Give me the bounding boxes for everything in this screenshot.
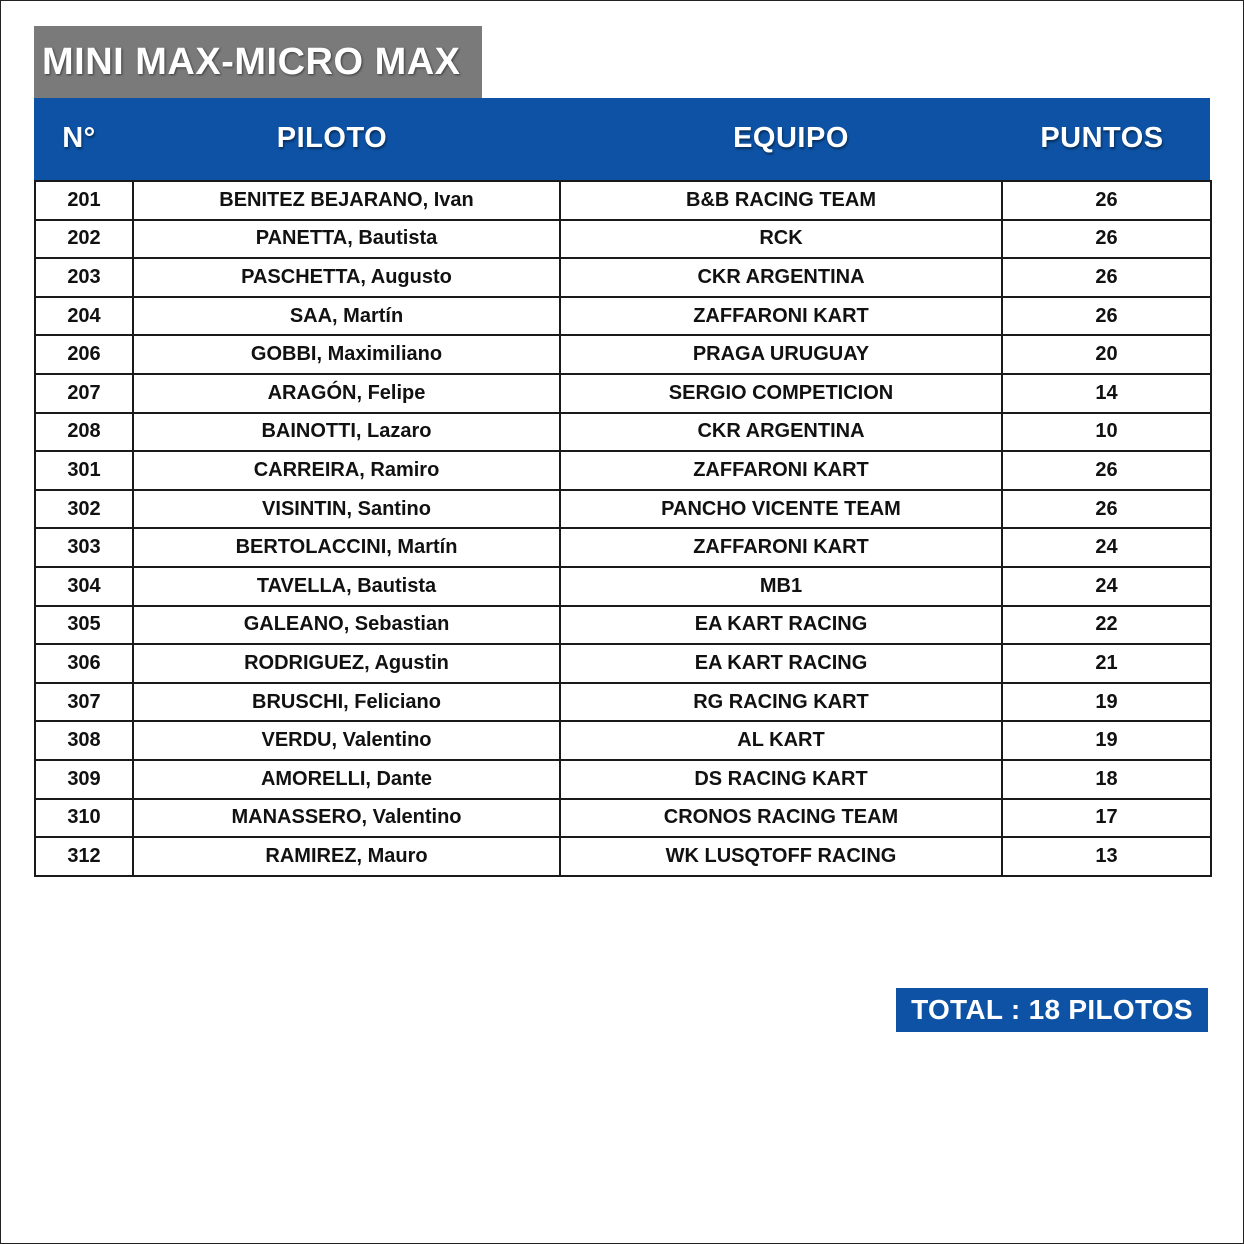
cell-pilot: CARREIRA, Ramiro — [133, 451, 560, 490]
cell-pilot: VISINTIN, Santino — [133, 490, 560, 529]
cell-team: ZAFFARONI KART — [560, 528, 1002, 567]
cell-pilot: GOBBI, Maximiliano — [133, 335, 560, 374]
cell-points: 22 — [1002, 606, 1211, 645]
table-row — [35, 451, 1211, 490]
cell-team: CKR ARGENTINA — [560, 413, 1002, 452]
cell-pilot: PANETTA, Bautista — [133, 220, 560, 259]
cell-points: 18 — [1002, 760, 1211, 799]
header-team: EQUIPO — [733, 122, 849, 154]
table-row — [35, 258, 1211, 297]
header-points: PUNTOS — [1040, 122, 1164, 154]
cell-number: 202 — [35, 220, 133, 259]
cell-pilot: BERTOLACCINI, Martín — [133, 528, 560, 567]
total-pilots-badge: TOTAL : 18 PILOTOS — [896, 988, 1208, 1032]
table-row — [35, 644, 1211, 683]
cell-points: 26 — [1002, 258, 1211, 297]
cell-number: 208 — [35, 413, 133, 452]
cell-pilot: RAMIREZ, Mauro — [133, 837, 560, 876]
cell-team: ZAFFARONI KART — [560, 451, 1002, 490]
table-row — [35, 721, 1211, 760]
cell-number: 204 — [35, 297, 133, 336]
cell-team: SERGIO COMPETICION — [560, 374, 1002, 413]
results-table — [34, 180, 1212, 877]
cell-number: 305 — [35, 606, 133, 645]
header-number: N° — [62, 122, 96, 154]
cell-points: 14 — [1002, 374, 1211, 413]
cell-team: B&B RACING TEAM — [560, 181, 1002, 220]
cell-pilot: AMORELLI, Dante — [133, 760, 560, 799]
table-row — [35, 567, 1211, 606]
cell-pilot: BAINOTTI, Lazaro — [133, 413, 560, 452]
cell-team: EA KART RACING — [560, 606, 1002, 645]
header-pilot: PILOTO — [276, 122, 388, 154]
cell-pilot: BRUSCHI, Feliciano — [133, 683, 560, 722]
cell-number: 306 — [35, 644, 133, 683]
cell-points: 20 — [1002, 335, 1211, 374]
cell-points: 26 — [1002, 220, 1211, 259]
cell-number: 206 — [35, 335, 133, 374]
cell-pilot: MANASSERO, Valentino — [133, 799, 560, 838]
cell-points: 19 — [1002, 683, 1211, 722]
cell-team: DS RACING KART — [560, 760, 1002, 799]
table-row — [35, 297, 1211, 336]
cell-pilot: BENITEZ BEJARANO, Ivan — [133, 181, 560, 220]
cell-number: 308 — [35, 721, 133, 760]
cell-number: 312 — [35, 837, 133, 876]
cell-points: 24 — [1002, 567, 1211, 606]
cell-team: WK LUSQTOFF RACING — [560, 837, 1002, 876]
cell-team: EA KART RACING — [560, 644, 1002, 683]
cell-points: 26 — [1002, 490, 1211, 529]
cell-number: 207 — [35, 374, 133, 413]
cell-points: 26 — [1002, 451, 1211, 490]
cell-number: 309 — [35, 760, 133, 799]
cell-pilot: ARAGÓN, Felipe — [133, 374, 560, 413]
table-row — [35, 799, 1211, 838]
table-row — [35, 528, 1211, 567]
cell-points: 17 — [1002, 799, 1211, 838]
cell-pilot: PASCHETTA, Augusto — [133, 258, 560, 297]
table-row — [35, 413, 1211, 452]
cell-points: 26 — [1002, 181, 1211, 220]
cell-points: 26 — [1002, 297, 1211, 336]
cell-team: CRONOS RACING TEAM — [560, 799, 1002, 838]
cell-team: AL KART — [560, 721, 1002, 760]
cell-team: CKR ARGENTINA — [560, 258, 1002, 297]
table-row — [35, 760, 1211, 799]
table-row — [35, 490, 1211, 529]
table-row — [35, 335, 1211, 374]
cell-pilot: VERDU, Valentino — [133, 721, 560, 760]
cell-team: RG RACING KART — [560, 683, 1002, 722]
table-row — [35, 181, 1211, 220]
cell-points: 10 — [1002, 413, 1211, 452]
cell-number: 301 — [35, 451, 133, 490]
cell-number: 304 — [35, 567, 133, 606]
cell-team: PRAGA URUGUAY — [560, 335, 1002, 374]
category-title: MINI MAX-MICRO MAX — [34, 26, 482, 98]
cell-team: ZAFFARONI KART — [560, 297, 1002, 336]
cell-points: 19 — [1002, 721, 1211, 760]
cell-pilot: SAA, Martín — [133, 297, 560, 336]
cell-pilot: RODRIGUEZ, Agustin — [133, 644, 560, 683]
cell-number: 307 — [35, 683, 133, 722]
cell-points: 21 — [1002, 644, 1211, 683]
cell-pilot: GALEANO, Sebastian — [133, 606, 560, 645]
table-row — [35, 374, 1211, 413]
cell-team: RCK — [560, 220, 1002, 259]
cell-team: MB1 — [560, 567, 1002, 606]
cell-team: PANCHO VICENTE TEAM — [560, 490, 1002, 529]
cell-number: 303 — [35, 528, 133, 567]
cell-pilot: TAVELLA, Bautista — [133, 567, 560, 606]
cell-points: 13 — [1002, 837, 1211, 876]
table-row — [35, 220, 1211, 259]
cell-number: 201 — [35, 181, 133, 220]
table-row — [35, 683, 1211, 722]
table-header — [34, 98, 1210, 180]
table-row — [35, 837, 1211, 876]
cell-points: 24 — [1002, 528, 1211, 567]
cell-number: 302 — [35, 490, 133, 529]
cell-number: 203 — [35, 258, 133, 297]
cell-number: 310 — [35, 799, 133, 838]
table-row — [35, 606, 1211, 645]
